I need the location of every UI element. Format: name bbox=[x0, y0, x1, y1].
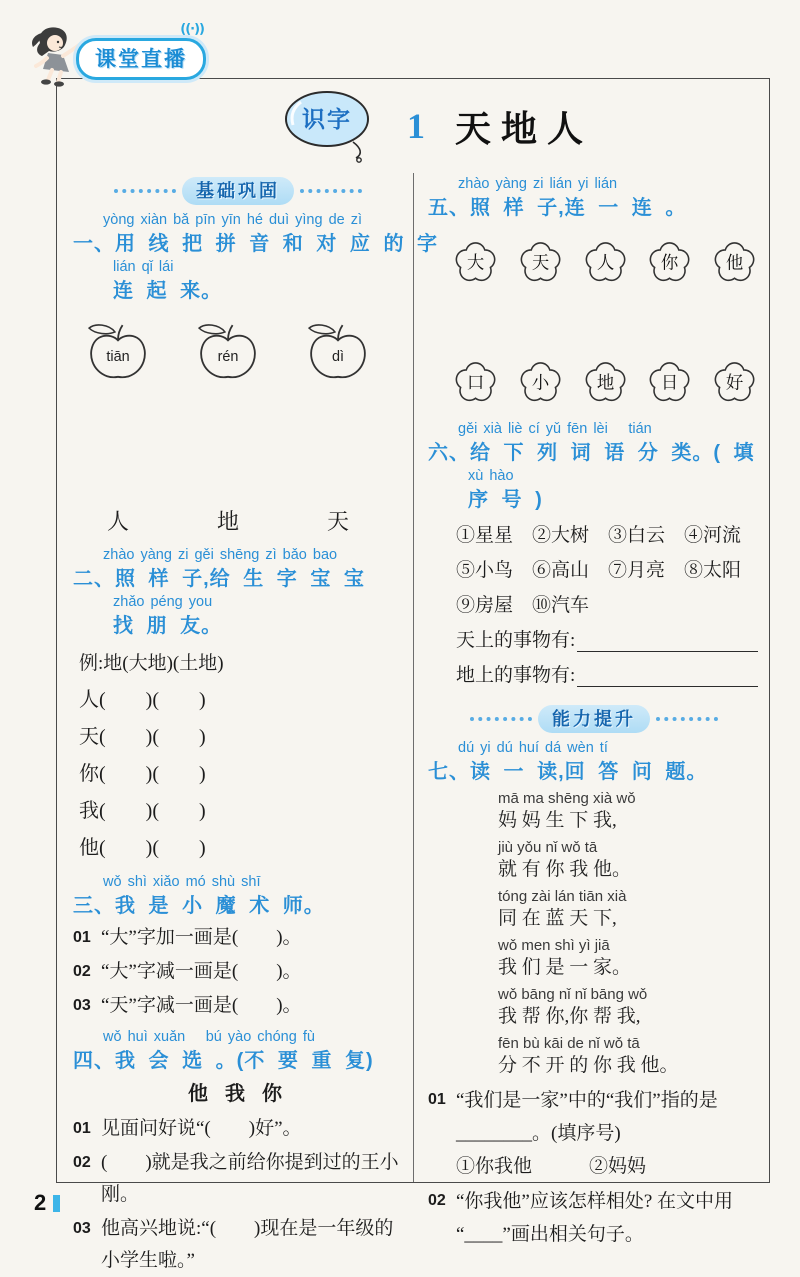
flower-row-top bbox=[428, 234, 760, 286]
exercise-5-heading bbox=[428, 175, 760, 222]
section-basic-title: 基础巩固 bbox=[182, 177, 294, 205]
question-text: “大”字减一画是( )。 bbox=[101, 961, 302, 982]
answer-blank bbox=[577, 686, 758, 687]
word-bank: 他 我 你 bbox=[188, 1083, 288, 1105]
question-text bbox=[456, 1084, 718, 1183]
exercise-2-heading bbox=[73, 546, 403, 640]
apple-icon bbox=[193, 317, 263, 391]
exercise-7-pinyin: dú yi dú huí dá wèn tí bbox=[458, 740, 608, 756]
lesson-badge: 识字 bbox=[302, 106, 352, 132]
left-column bbox=[57, 173, 439, 1271]
poem-couplet bbox=[498, 888, 760, 932]
answer-char: 地 bbox=[216, 509, 239, 534]
question-item bbox=[73, 1113, 403, 1145]
numbered-word-list: ①星星 ②大树 ③白云 ④河流 ⑤小鸟 ⑥高山 ⑦月亮 ⑧太阳 ⑨房屋 ⑩汽车 bbox=[456, 525, 761, 616]
flower-icon bbox=[582, 234, 631, 286]
flower-char: 你 bbox=[661, 252, 679, 273]
poem-hanzi: 我 们 是 一 家。 bbox=[498, 957, 632, 978]
ground-things-row bbox=[428, 658, 760, 693]
poem-hanzi: 我 帮 你,你 帮 我, bbox=[498, 1006, 641, 1027]
page-number-value: 2 bbox=[34, 1190, 47, 1215]
exercise-1-pinyin-1: yòng xiàn bǎ pīn yīn hé duì yìng de zì bbox=[103, 212, 363, 228]
answer-blank bbox=[577, 651, 758, 652]
speech-bubble-icon bbox=[279, 87, 383, 165]
lesson-header bbox=[57, 79, 769, 173]
fill-in-row: 你( )( ) bbox=[79, 763, 206, 785]
exercise-2-pinyin-2: zhǎo péng you bbox=[113, 594, 213, 610]
poem-couplet bbox=[498, 839, 760, 883]
q1-line-2: ________。(填序号) bbox=[456, 1123, 621, 1144]
poem-pinyin: wǒ men shì yì jiā bbox=[498, 937, 610, 954]
poem-hanzi: 同 在 蓝 天 下, bbox=[498, 908, 617, 929]
exercise-5-pinyin: zhào yàng zi lián yi lián bbox=[458, 176, 618, 192]
question-item bbox=[73, 956, 403, 988]
poem-pinyin: fēn bù kāi de nǐ wǒ tā bbox=[498, 1035, 640, 1052]
exercise-1-pinyin-2: lián qǐ lái bbox=[113, 259, 174, 275]
exercise-6-pinyin-2: xù hào bbox=[468, 468, 514, 484]
dotted-rule-left bbox=[114, 189, 176, 193]
exercise-6-heading bbox=[428, 420, 760, 514]
question-item bbox=[73, 990, 403, 1022]
exercise-4-pinyin: wǒ huì xuǎn bú yào chóng fù bbox=[103, 1029, 315, 1045]
flower-icon bbox=[711, 234, 760, 286]
flower-icon bbox=[711, 354, 760, 406]
worksheet-frame bbox=[56, 78, 770, 1271]
flower-icon bbox=[646, 354, 695, 406]
dotted-rule-right bbox=[300, 189, 362, 193]
exercise-1-line-2: 连 起 来。 bbox=[113, 280, 223, 302]
flower-icon bbox=[452, 354, 501, 406]
question-item bbox=[73, 1147, 403, 1211]
poem-couplet bbox=[498, 790, 760, 834]
sky-things-label: 天上的事物有: bbox=[456, 630, 576, 651]
flower-icon bbox=[452, 234, 501, 286]
flower-char: 日 bbox=[661, 372, 679, 393]
character-answer-row bbox=[73, 505, 403, 536]
brand-name: 课堂直播 bbox=[76, 38, 206, 80]
exercise-5-line: 五、照 样 子,连 一 连 。 bbox=[428, 197, 687, 219]
exercise-4-line: 四、我 会 选 。(不 要 重 复) bbox=[73, 1050, 374, 1072]
flower-icon bbox=[517, 234, 566, 286]
flower-icon bbox=[582, 354, 631, 406]
question-item bbox=[428, 1185, 760, 1251]
page-number bbox=[34, 1190, 60, 1216]
two-column-layout bbox=[57, 173, 769, 1271]
example-line: 例:地(大地)(土地) bbox=[79, 653, 224, 674]
exercise-3-heading bbox=[73, 873, 403, 920]
poem-pinyin: mā ma shēng xià wǒ bbox=[498, 790, 636, 807]
poem-couplet bbox=[498, 1035, 760, 1079]
question-text: 他高兴地说:“( )现在是一年级的小学生啦。” bbox=[101, 1218, 394, 1271]
flower-char: 好 bbox=[726, 372, 744, 393]
answer-char: 人 bbox=[106, 509, 129, 534]
fill-in-row: 他( )( ) bbox=[79, 837, 206, 859]
flower-char: 他 bbox=[726, 252, 744, 273]
poem-hanzi: 分 不 开 的 你 我 他。 bbox=[498, 1055, 679, 1076]
flower-icon bbox=[517, 354, 566, 406]
apple-icon bbox=[303, 317, 373, 391]
lesson-number: 1 bbox=[407, 106, 425, 146]
apple-pinyin-row bbox=[73, 317, 403, 391]
exercise-6-line-2: 序 号 ) bbox=[468, 489, 543, 511]
question-text: “大”字加一画是( )。 bbox=[101, 927, 302, 948]
q1-options: ①你我他 ②妈妈 bbox=[456, 1156, 647, 1177]
exercise-1-line-1: 一、用 线 把 拼 音 和 对 应 的 字 bbox=[73, 233, 439, 255]
section-basic bbox=[73, 177, 403, 205]
question-text: “天”字减一画是( )。 bbox=[101, 995, 302, 1016]
exercise-2-line-2: 找 朋 友。 bbox=[113, 615, 223, 637]
question-item bbox=[428, 1084, 760, 1183]
poem-hanzi: 妈 妈 生 下 我, bbox=[498, 810, 617, 831]
apple-icon bbox=[83, 317, 153, 391]
question-number: 02 bbox=[73, 1154, 91, 1171]
question-number: 02 bbox=[428, 1192, 446, 1209]
poem-pinyin: jiù yǒu nǐ wǒ tā bbox=[498, 839, 598, 856]
question-text: 见面问好说“( )好”。 bbox=[101, 1118, 302, 1139]
ground-things-label: 地上的事物有: bbox=[456, 665, 576, 686]
flower-char: 大 bbox=[466, 252, 485, 273]
apple-pinyin-tian: tiān bbox=[106, 348, 130, 365]
section-ability-title: 能力提升 bbox=[538, 705, 650, 733]
question-number: 03 bbox=[73, 997, 91, 1014]
q2-line-1: “你我他”应该怎样相处? 在文中用 bbox=[456, 1191, 734, 1212]
exercise-6-line-1: 六、给 下 列 词 语 分 类。( 填 bbox=[428, 442, 755, 464]
poem-pinyin: wǒ bāng nǐ nǐ bāng wǒ bbox=[498, 986, 648, 1003]
fill-in-row: 我( )( ) bbox=[79, 800, 206, 822]
question-text bbox=[456, 1185, 733, 1251]
question-item bbox=[73, 1213, 403, 1277]
sky-things-row bbox=[428, 623, 760, 658]
exercise-6-pinyin-1: gěi xià liè cí yǔ fēn lèi tián bbox=[458, 421, 652, 437]
dotted-rule-right bbox=[656, 717, 718, 721]
exercise-1-heading bbox=[73, 211, 439, 305]
poem-couplet bbox=[498, 937, 760, 981]
fill-in-row: 人( )( ) bbox=[79, 689, 206, 711]
exercise-3-line: 三、我 是 小 魔 术 师。 bbox=[73, 895, 325, 917]
right-column bbox=[414, 173, 770, 1245]
question-item bbox=[73, 922, 403, 954]
brand-logo bbox=[28, 22, 206, 88]
lesson-title: 天地人 bbox=[455, 108, 594, 149]
exercise-2-line-1: 二、照 样 子,给 生 字 宝 宝 bbox=[73, 568, 365, 590]
question-number: 01 bbox=[73, 929, 91, 946]
poem-couplet bbox=[498, 986, 760, 1030]
flower-char: 小 bbox=[531, 372, 550, 393]
q1-line-1: “我们是一家”中的“我们”指的是 bbox=[456, 1090, 718, 1111]
broadcast-icon: ((·)) bbox=[180, 22, 204, 37]
question-number: 01 bbox=[428, 1091, 446, 1108]
poem bbox=[428, 790, 760, 1079]
exercise-7-line: 七、读 一 读,回 答 问 题。 bbox=[428, 761, 708, 783]
poem-pinyin: tóng zài lán tiān xià bbox=[498, 888, 627, 905]
flower-icon bbox=[646, 234, 695, 286]
flower-char: 口 bbox=[466, 372, 485, 393]
answer-char: 天 bbox=[326, 509, 349, 534]
page-number-marker bbox=[53, 1195, 60, 1212]
dotted-rule-left bbox=[470, 717, 532, 721]
apple-pinyin-ren: rén bbox=[217, 348, 239, 365]
flower-char: 人 bbox=[596, 252, 614, 273]
question-number: 03 bbox=[73, 1220, 91, 1237]
apple-pinyin-di: dì bbox=[331, 348, 345, 365]
question-number: 01 bbox=[73, 1120, 91, 1137]
exercise-2-pinyin-1: zhào yàng zi gěi shēng zì bǎo bao bbox=[103, 547, 338, 563]
exercise-7-heading bbox=[428, 739, 760, 786]
exercise-4-heading bbox=[73, 1028, 403, 1075]
flower-char: 天 bbox=[531, 252, 550, 273]
flower-char: 地 bbox=[596, 372, 614, 393]
question-number: 02 bbox=[73, 963, 91, 980]
poem-hanzi: 就 有 你 我 他。 bbox=[498, 859, 632, 880]
exercise-3-pinyin: wǒ shì xiǎo mó shù shī bbox=[103, 874, 261, 890]
flower-row-bottom bbox=[428, 354, 760, 406]
question-text: ( )就是我之前给你提到过的王小刚。 bbox=[101, 1152, 399, 1205]
q2-line-2: “____”画出相关句子。 bbox=[456, 1224, 644, 1245]
fill-in-row: 天( )( ) bbox=[79, 726, 206, 748]
section-ability bbox=[428, 705, 760, 733]
